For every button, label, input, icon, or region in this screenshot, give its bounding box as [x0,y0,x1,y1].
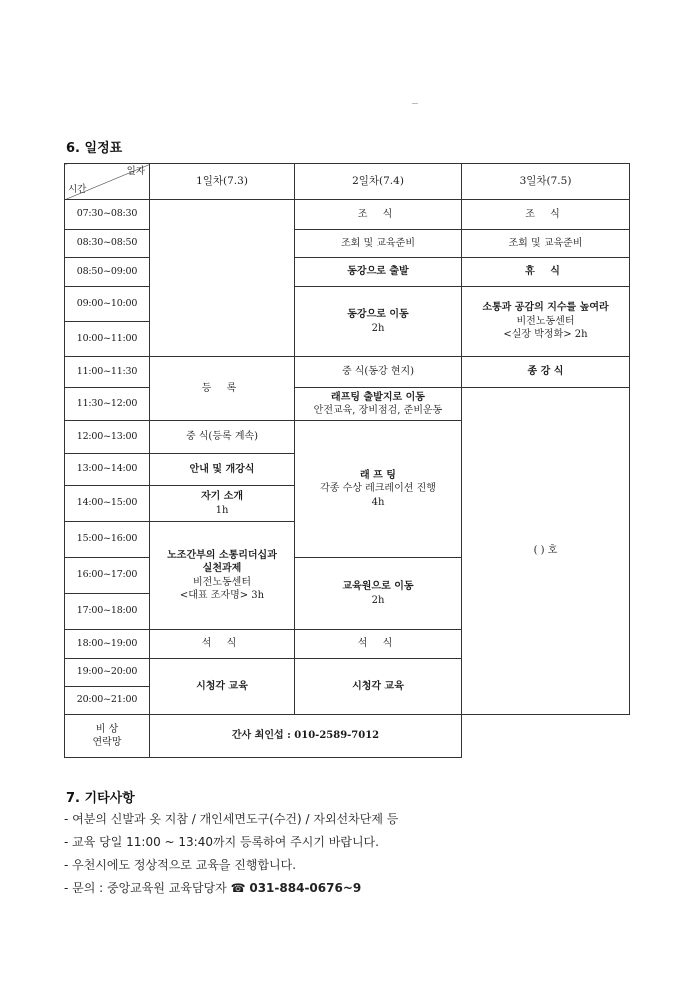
day1-intro-cell [150,486,295,522]
time-slot: 11:30~12:00 [65,388,150,421]
time-slot: 07:30~08:30 [65,200,150,230]
day1-dinner: 석 식 [150,630,295,659]
header-day3: 3일차(7.5) [462,164,630,200]
schedule-section-title: 6. 일정표 [66,141,123,156]
day2-rafting-move: 래프팅 출발지로 이동 [331,391,425,403]
schedule-table [64,163,630,758]
day1-leadership-line2: 실천과제 [202,563,242,574]
time-slot: 20:00~21:00 [65,687,150,715]
emergency-label-2: 연락망 [92,737,122,748]
day2-move: 동강으로 이동 [347,309,409,320]
day3-bus: ( ) 호 [462,388,630,715]
day2-evening: 시청각 교육 [295,659,462,715]
day3-assembly: 조회 및 교육준비 [462,230,630,258]
day3-lecture-cell [462,287,630,357]
day1-empty-morning [150,200,295,357]
time-slot: 17:00~18:00 [65,594,150,630]
day2-move-cell [295,287,462,357]
day2-breakfast: 조 식 [295,200,462,230]
day2-rafting-move-cell [295,388,462,421]
day1-leadership-speaker: <대표 조자명> 3h [179,590,265,601]
day2-move-hours: 2h [371,322,385,334]
list-item: - 우천시에도 정상적으로 교육을 진행합니다. [64,858,297,872]
day3-lecture-title: 소통과 공감의 지수를 높여라 [482,302,609,314]
day2-dinner: 석 식 [295,630,462,659]
day2-rafting: 래 프 팅 [360,469,396,481]
emergency-label-1: 비 상 [95,723,119,735]
emergency-contact: 간사 최인섭 : 010-2589-7012 [150,715,462,758]
inquiry-text: - 문의 : 중앙교육원 교육담당자 [64,881,227,895]
time-slot: 19:00~20:00 [65,659,150,687]
list-item: - 여분의 신발과 옷 지참 / 개인세면도구(수건) / 자외선차단제 등 [64,812,399,826]
header-day1: 1일차(7.3) [150,164,295,200]
day3-lecture-org: 비전노동센터 [516,315,575,327]
day2-depart: 동강으로 출발 [295,258,462,287]
day1-evening: 시청각 교육 [150,659,295,715]
day1-lunch: 중 식(등록 계속) [150,421,295,454]
day3-rest: 휴 식 [462,258,630,287]
time-slot: 09:00~10:00 [65,287,150,322]
day2-rafting-cell [295,421,462,558]
time-slot: 11:00~11:30 [65,357,150,388]
header-corner-cell [65,164,150,200]
day3-lecture-speaker: <실장 박정화> 2h [503,329,588,341]
list-item: - 교육 당일 11:00 ~ 13:40까지 등록하여 주시기 바랍니다. [64,835,379,849]
day2-lunch: 중 식(동강 현지) [295,357,462,388]
time-slot: 10:00~11:00 [65,322,150,357]
header-day-label: 일자 [126,166,145,177]
day1-leadership-cell [150,522,295,630]
day2-rafting-desc: 각종 수상 레크레이션 진행 [320,483,436,495]
day3-closing: 종 강 식 [462,357,630,388]
etc-list [64,808,398,900]
phone-icon: ☎ [230,881,246,895]
etc-section-title: 7. 기타사항 [66,791,135,806]
day1-intro: 자기 소개 [200,491,244,502]
day3-breakfast: 조 식 [462,200,630,230]
day1-leadership-org: 비전노동센터 [193,576,251,588]
day2-return-cell [295,558,462,630]
day1-registration: 등 록 [150,357,295,421]
time-slot: 14:00~15:00 [65,486,150,522]
time-slot: 08:50~09:00 [65,258,150,287]
day2-rafting-prep: 안전교육, 장비점검, 준비운동 [313,405,443,416]
list-item-inquiry [64,877,398,900]
time-slot: 18:00~19:00 [65,630,150,659]
day2-return-hours: 2h [371,594,385,606]
header-time-label: 시간 [68,184,87,196]
time-slot: 08:30~08:50 [65,230,150,258]
emergency-label-cell [65,715,150,758]
scan-mark [412,103,418,104]
day1-intro-hours: 1h [215,504,229,516]
day1-opening: 안내 및 개강식 [150,454,295,486]
inquiry-phone: 031-884-0676~9 [249,881,362,895]
time-slot: 16:00~17:00 [65,558,150,594]
header-day2: 2일차(7.4) [295,164,462,200]
time-slot: 13:00~14:00 [65,454,150,486]
day2-return: 교육원으로 이동 [342,581,414,592]
time-slot: 12:00~13:00 [65,421,150,454]
day1-leadership-line1: 노조간부의 소통리더십과 [167,549,277,561]
time-slot: 15:00~16:00 [65,522,150,558]
day2-rafting-hours: 4h [371,496,385,508]
day2-assembly: 조회 및 교육준비 [295,230,462,258]
